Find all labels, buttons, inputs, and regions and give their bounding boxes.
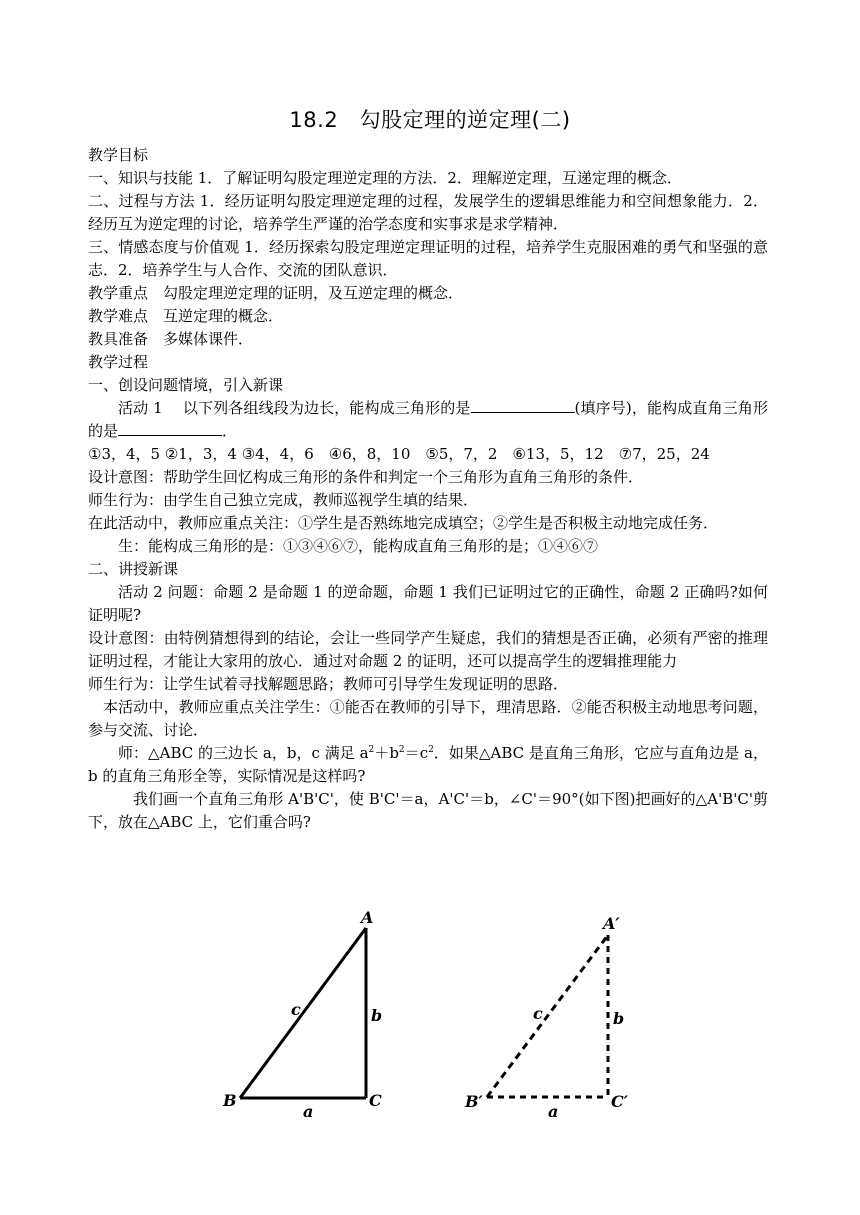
- side-a-prime-label: a: [548, 1102, 559, 1121]
- section-heading: 教学过程: [88, 353, 149, 371]
- side-a-label: a: [303, 1102, 314, 1121]
- exponent: 2: [428, 745, 434, 755]
- difficult-point: 教学难点 互逆定理的概念．: [88, 307, 284, 325]
- side-c-prime: [487, 935, 608, 1097]
- activity-1-text: (填序号)，能构成直角三角形的是: [88, 399, 768, 440]
- teacher-student-behavior: 师生行为：让学生试着寻找解题思路；教师可引导学生发现证明的思路．: [88, 675, 569, 693]
- exponent: 2: [398, 745, 405, 755]
- text-run: ＋b: [374, 744, 399, 762]
- vertex-b-label: B: [223, 1091, 237, 1110]
- activity-2: 活动 2 问题：命题 2 是命题 1 的逆命题，命题 1 我们已证明过它的正确性，命题 2 正确吗?如何证明呢?: [88, 583, 768, 624]
- side-b-prime-label: b: [613, 1009, 625, 1028]
- goal-knowledge: 一、知识与技能 1．了解证明勾股定理逆定理的方法．2．理解逆定理，互递定理的概念．: [88, 169, 682, 187]
- student-answer: 生：能构成三角形的是：①③④⑥⑦，能构成直角三角形的是；①④⑥⑦: [118, 537, 599, 555]
- side-c-label: c: [291, 1000, 301, 1019]
- vertex-c-label: C: [369, 1091, 382, 1110]
- options-list: ①3，4，5 ②1，3，4 ③4，4，6 ④6，8，10 ⑤5，7，2 ⑥13，5，12 ⑦7，25，24: [88, 445, 710, 463]
- section-heading: 教学目标: [88, 146, 149, 164]
- activity-1-text: 活动 1 以下列各组线段为边长，能构成三角形的是: [118, 399, 471, 417]
- teaching-aids: 教具准备 多媒体课件．: [88, 330, 254, 348]
- goal-process: 二、过程与方法 1．经历证明勾股定理逆定理的过程，发展学生的逻辑思维能力和空间想象能力．2．经历互为逆定理的讨论，培养学生严谨的治学态度和实事求是求学精神．: [88, 192, 768, 233]
- teacher-student-behavior: 师生行为：由学生自己独立完成，教师巡视学生填的结果．: [88, 491, 479, 509]
- side-b-label: b: [371, 1006, 383, 1025]
- teacher-focus: 本活动中，教师应重点关注学生：①能否在教师的引导下，理清思路．②能否积极主动地思考问题，参与交流、讨论．: [88, 698, 768, 739]
- part-heading: 二、讲授新课: [88, 560, 179, 578]
- vertex-c-prime-label: C′: [611, 1092, 628, 1111]
- vertex-b-prime-label: B′: [465, 1092, 483, 1111]
- construction-instruction: 我们画一个直角三角形 A'B'C'，使 B'C'＝a，A'C'＝b，∠C'＝90°(如下图)把画好的△A'B'C'剪下，放在△ABC 上，它们重合吗?: [88, 790, 768, 831]
- exponent: 2: [368, 745, 375, 755]
- page-title: 18.2 勾股定理的逆定理(二): [289, 108, 571, 132]
- design-intent: 设计意图：由特例猜想得到的结论，会让一些同学产生疑虑，我们的猜想是否正确，必须有严密的推理证明过程，才能让大家用的放心．通过对命题 2 的证明，还可以提高学生的逻辑推理能力: [88, 629, 768, 670]
- triangle-abc: [222, 908, 382, 1121]
- vertex-a-prime-label: A′: [603, 914, 620, 933]
- design-intent: 设计意图：帮助学生回忆构成三角形的条件和判定一个三角形为直角三角形的条件．: [88, 468, 644, 486]
- text-run: ．如果△ABC 是直角三角形，它应与直角边是 a，b 的直角三角形全等，实际情况是这样吗?: [88, 744, 768, 785]
- period: ．: [222, 422, 238, 440]
- text-run: ＝c: [404, 744, 429, 762]
- side-c: [240, 928, 366, 1098]
- key-point: 教学重点 勾股定理逆定理的证明，及互逆定理的概念．: [88, 284, 464, 302]
- goal-emotion: 三、情感态度与价值观 1．经历探索勾股定理逆定理证明的过程，培养学生克服困难的勇气和坚强的意志．2．培养学生与人合作、交流的团队意识．: [88, 238, 768, 279]
- part-heading: 一、创设问题情境，引入新课: [88, 376, 284, 394]
- teacher-focus: 在此活动中，教师应重点关注：①学生是否熟练地完成填空；②学生是否积极主动地完成任务．: [88, 514, 719, 532]
- text-run: 师：△ABC 的三边长 a，b，c 满足 a: [118, 744, 369, 762]
- vertex-a-label: A: [361, 908, 374, 927]
- triangle-a-prime-b-prime-c-prime: [464, 914, 629, 1121]
- side-c-prime-label: c: [533, 1004, 543, 1023]
